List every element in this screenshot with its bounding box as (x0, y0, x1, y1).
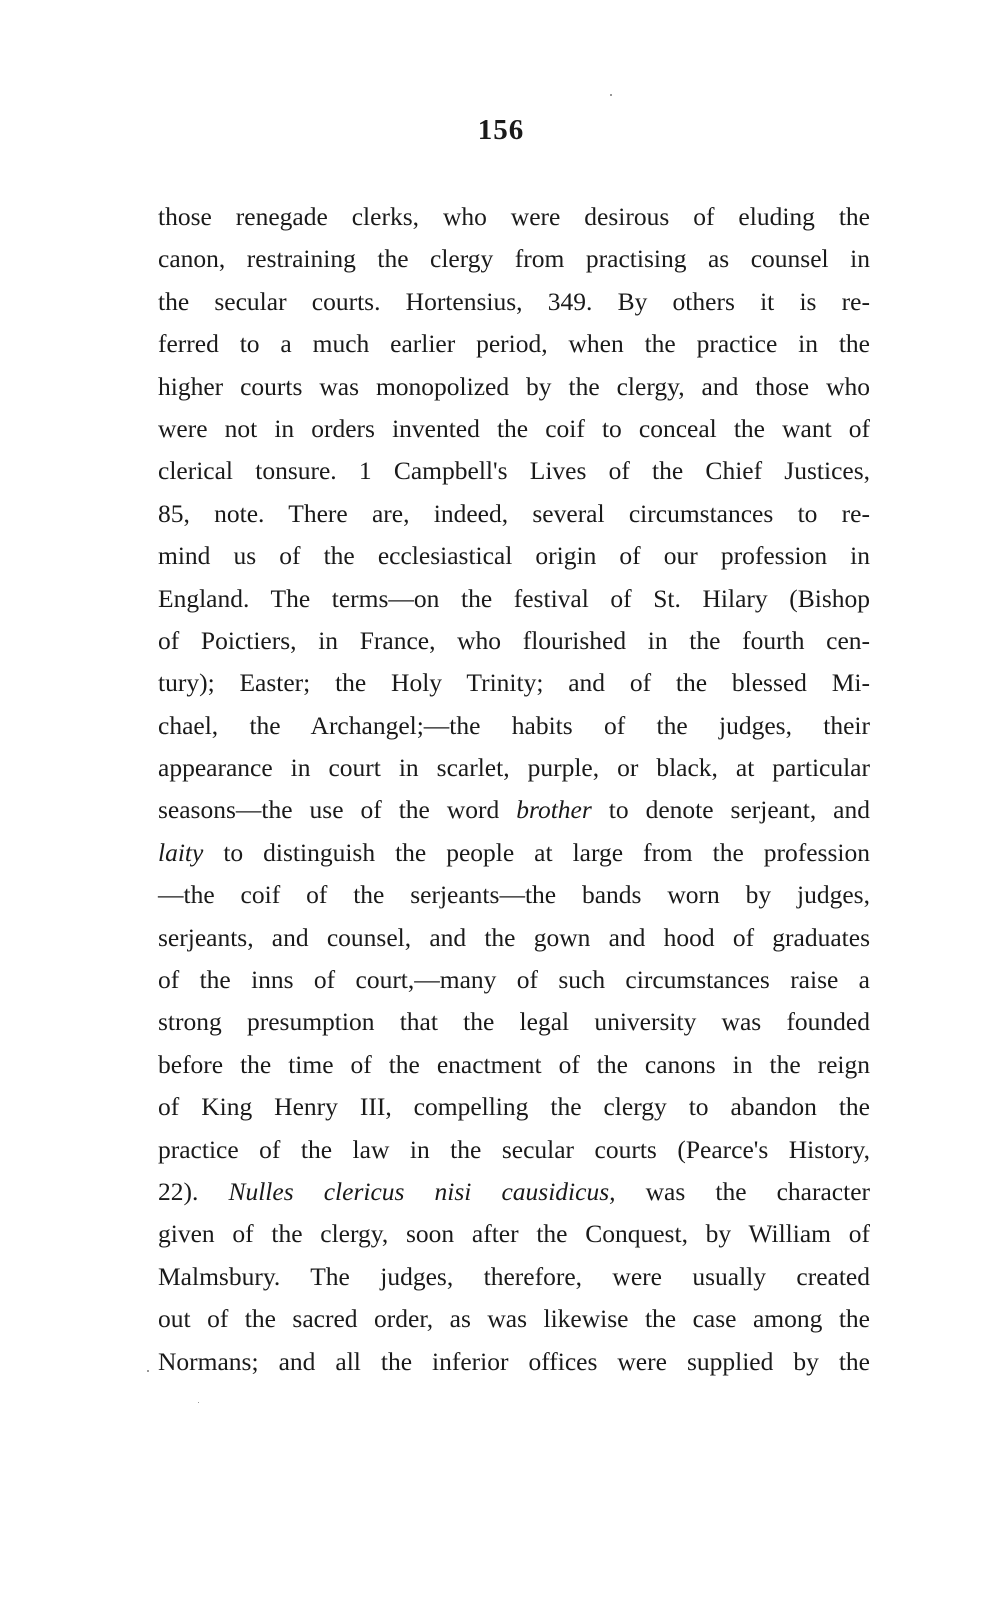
text-line: ferred to a much earlier period, when the practice in the (158, 329, 870, 359)
text-line: Malmsbury. The judges, therefore, were usually created (158, 1261, 870, 1291)
text-line: before the time of the enactment of the canons in the reign (158, 1049, 870, 1079)
text-line: of Poictiers, in France, who flourished in the fourth cen- (158, 625, 870, 655)
text-run: was the character (615, 1176, 871, 1206)
text-line (158, 832, 870, 874)
text-line: out of the sacred order, as was likewise the case among the (158, 1304, 870, 1334)
italic-latin-phrase: Nulles clericus nisi causidicus, (228, 1176, 616, 1206)
text-line: England. The terms—on the festival of St. Hilary (Bishop (158, 583, 870, 613)
text-run: to denote serjeant, and (591, 795, 870, 825)
text-line (158, 789, 870, 831)
print-speck (198, 1402, 199, 1403)
text-line: were not in orders invented the coif to conceal the want of (158, 413, 870, 443)
text-line: strong presumption that the legal university was founded (158, 1007, 870, 1037)
text-line (158, 1171, 870, 1213)
text-line: the secular courts. Hortensius, 349. By others it is re- (158, 286, 870, 316)
body-text (158, 196, 870, 1383)
text-line: practice of the law in the secular courts (Pearce's History, (158, 1134, 870, 1164)
print-speck (147, 1370, 149, 1372)
text-line: given of the clergy, soon after the Conquest, by William of (158, 1219, 870, 1249)
text-run: seasons—the use of the word (158, 795, 517, 825)
text-line: those renegade clerks, who were desirous of eluding the (158, 202, 870, 231)
text-line: mind us of the ecclesiastical origin of our profession in (158, 541, 870, 571)
text-line: clerical tonsure. 1 Campbell's Lives of the Chief Justices, (158, 456, 870, 486)
italic-word: laity (158, 837, 204, 867)
text-line: —the coif of the serjeants—the bands worn by judges, (158, 880, 870, 910)
text-line: serjeants, and counsel, and the gown and hood of graduates (158, 922, 870, 952)
text-run: to distinguish the people at large from the profession (203, 837, 870, 867)
text-line: 85, note. There are, indeed, several circumstances to re- (158, 498, 870, 528)
text-line: chael, the Archangel;—the habits of the judges, their (158, 710, 870, 740)
italic-word: brother (516, 795, 592, 825)
text-line: tury); Easter; the Holy Trinity; and of the blessed Mi- (158, 668, 870, 698)
text-line: of King Henry III, compelling the clergy to abandon the (158, 1092, 870, 1122)
text-line: canon, restraining the clergy from practising as counsel in (158, 244, 870, 274)
page-number: 156 (477, 114, 525, 146)
text-line: of the inns of court,—many of such circumstances raise a (158, 965, 870, 995)
text-run: 22). (158, 1176, 229, 1206)
text-line: appearance in court in scarlet, purple, or black, at particular (158, 753, 870, 783)
print-speck (610, 94, 612, 96)
text-line: Normans; and all the inferior offices were supplied by the (158, 1346, 870, 1376)
text-line: higher courts was monopolized by the clergy, and those who (158, 371, 870, 401)
